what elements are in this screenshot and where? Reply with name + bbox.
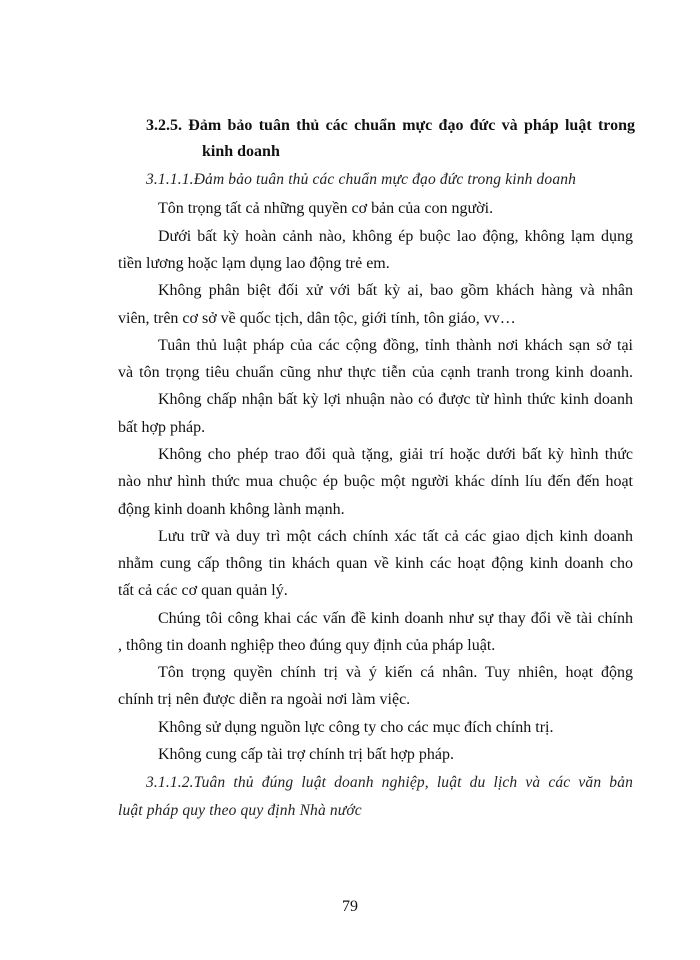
- body-line: Không sử dụng nguồn lực công ty cho các mục đích chính trị.: [158, 719, 554, 736]
- section-heading-line-1: 3.2.5. Đảm bảo tuân thủ các chuẩn mực đạo đức và pháp luật trong: [146, 117, 635, 134]
- body-line: Dưới bất kỳ hoàn cảnh nào, không ép buộc lao động, không lạm dụng: [158, 228, 633, 245]
- body-line: Không phân biệt đối xử với bất kỳ ai, bao gồm khách hàng và nhân: [158, 282, 633, 299]
- body-line: Không cung cấp tài trợ chính trị bất hợp pháp.: [158, 746, 454, 763]
- body-line: Không chấp nhận bất kỳ lợi nhuận nào có được từ hình thức kinh doanh: [158, 391, 633, 408]
- subsection-title-2-line-2: luật pháp quy theo quy định Nhà nước: [118, 802, 362, 819]
- body-line: viên, trên cơ sở về quốc tịch, dân tộc, giới tính, tôn giáo, vv…: [118, 310, 516, 327]
- body-line: động kinh doanh không lành mạnh.: [118, 501, 345, 518]
- body-line: tiền lương hoặc lạm dụng lao động trẻ em.: [118, 255, 390, 272]
- body-line: và tôn trọng tiêu chuẩn cũng như thực tiễn của cạnh tranh trong kinh doanh.: [118, 364, 633, 381]
- body-line: nhằm cung cấp thông tin khách quan về kinh các hoạt động kinh doanh cho: [118, 555, 633, 572]
- body-line: , thông tin doanh nghiệp theo đúng quy định của pháp luật.: [118, 637, 496, 654]
- subsection-title-1: 3.1.1.1.Đảm bảo tuân thủ các chuẩn mực đạo đức trong kinh doanh: [146, 171, 577, 188]
- body-line: Tuân thủ luật pháp của các cộng đồng, tỉnh thành nơi khách sạn sở tại: [158, 337, 633, 354]
- body-line: Chúng tôi công khai các vấn đề kinh doanh như sự thay đổi về tài chính: [158, 610, 633, 627]
- page-number: 79: [342, 898, 358, 915]
- body-line: tất cả các cơ quan quản lý.: [118, 582, 288, 599]
- section-heading-line-2: kinh doanh: [202, 143, 280, 160]
- body-line: Tôn trọng quyền chính trị và ý kiến cá nhân. Tuy nhiên, hoạt động: [158, 664, 633, 681]
- body-line: chính trị nên được diễn ra ngoài nơi làm việc.: [118, 691, 411, 708]
- body-line: Không cho phép trao đổi quà tặng, giải trí hoặc dưới bất kỳ hình thức: [158, 446, 633, 463]
- body-line: nào như hình thức mua chuộc ép buộc một người khác dính líu đến đến hoạt: [118, 473, 633, 490]
- subsection-title-2-line-1: 3.1.1.2.Tuân thủ đúng luật doanh nghiệp, luật du lịch và các văn bản: [146, 774, 633, 791]
- body-line: Tôn trọng tất cả những quyền cơ bản của con người.: [158, 200, 494, 217]
- body-line: bất hợp pháp.: [118, 419, 206, 436]
- body-line: Lưu trữ và duy trì một cách chính xác tất cả các giao dịch kinh doanh: [158, 528, 633, 545]
